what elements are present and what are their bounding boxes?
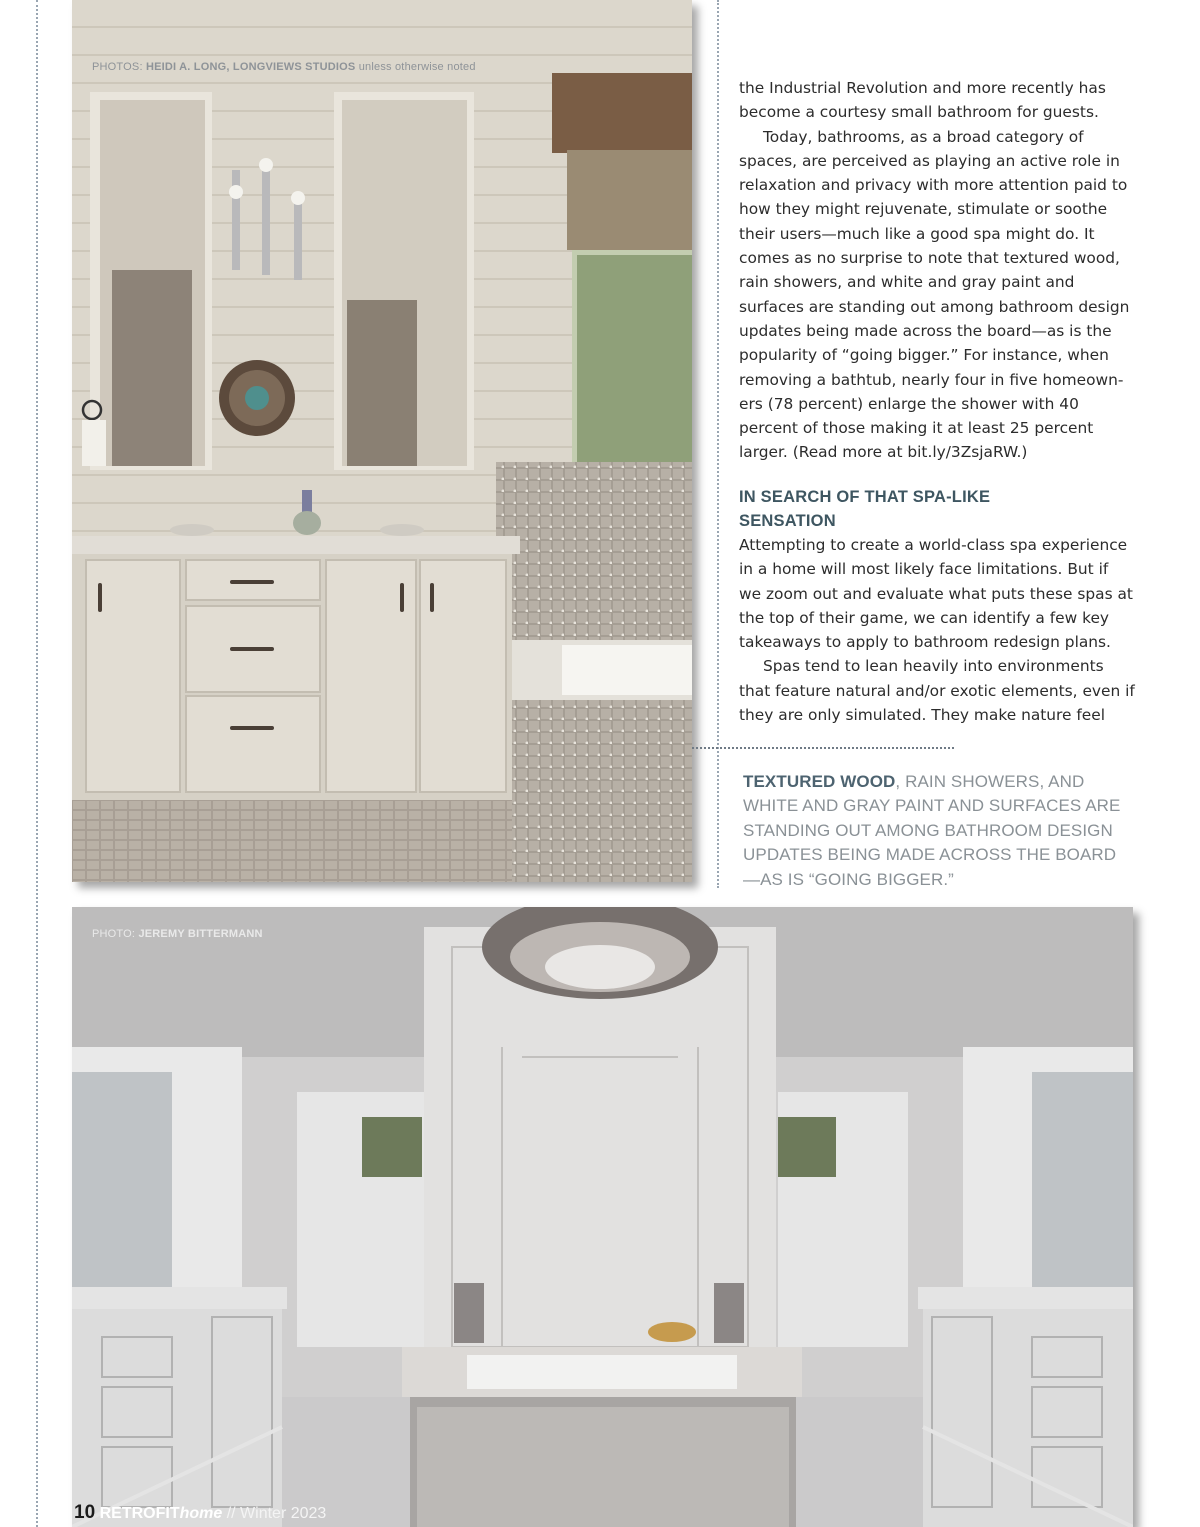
pullquote-dotted-rule: [692, 747, 954, 749]
paragraph-4: Spas tend to lean heavily into environments that feature natural and/or exotic elements, even if they are only simulated. They make nature feel: [739, 657, 1135, 725]
brand-italic: home: [179, 1505, 223, 1522]
bathroom-vanity-photo: [72, 0, 692, 882]
top-photo-credit: [92, 61, 476, 73]
column-dotted-rule: [717, 0, 719, 888]
vanity-illustration: [72, 0, 692, 882]
pullquote: [743, 770, 1133, 892]
paragraph-3: Attempting to create a world-class spa experience in a home will most likely face limitations. But if we zoom out and evaluate what puts these spas at the top of their game, we can identify a few key takeaways to apply to bathroom redesign plans.: [739, 536, 1133, 652]
article-body-top: [739, 76, 1135, 465]
article-body-bottom: [739, 533, 1135, 727]
page-footer: [74, 1502, 326, 1524]
marble-bathroom-illustration: [72, 907, 1133, 1527]
paragraph-2: Today, bathrooms, as a broad category of spaces, are perceived as playing an active role in relaxation and privacy with more attention paid to how they might rejuvenate, stimulate or soothe their users—much like a good spa might do. It comes as no surprise to note that textured wood, rain showers, and white and gray paint and surfaces are standing out among bathroom design updates being made across the board—as is the popularity of “going bigger.” For instance, when removing a bathtub, nearly four in five homeown-ers (78 percent) enlarge the shower with 40 percent of those making it at least 25 percent larger. (Read more at bit.ly/3ZsjaRW.): [739, 127, 1130, 462]
credit-prefix: PHOTO:: [92, 928, 139, 940]
pullquote-text: , RAIN SHOWERS, AND WHITE AND GRAY PAINT AND SURFACES ARE STANDING OUT AMONG BATHROOM DESIGN UPDATES BEING MADE ACROSS THE BOARD—AS IS “GOING BIGGER.”: [743, 772, 1121, 889]
page-number: 10: [74, 1502, 96, 1523]
magazine-brand: [100, 1505, 223, 1522]
brand-main: RETROFIT: [99, 1505, 180, 1522]
bottom-photo-credit: [92, 928, 263, 940]
photographer-name: JEREMY BITTERMANN: [138, 928, 263, 940]
pullquote-highlight: TEXTURED WOOD: [743, 772, 896, 791]
credit-suffix: unless otherwise noted: [355, 61, 476, 73]
issue-label: // Winter 2023: [222, 1505, 327, 1522]
credit-prefix: PHOTOS:: [92, 61, 146, 73]
paragraph-1: the Industrial Revolution and more recently has become a courtesy small bathroom for guests.: [739, 79, 1106, 122]
section-subhead: IN SEARCH OF THAT SPA-LIKE SENSATION: [739, 488, 991, 530]
marble-bathroom-photo: [72, 907, 1133, 1527]
photographer-name: HEIDI A. LONG, LONGVIEWS STUDIOS: [145, 61, 356, 73]
left-dotted-rule: [36, 0, 38, 1527]
